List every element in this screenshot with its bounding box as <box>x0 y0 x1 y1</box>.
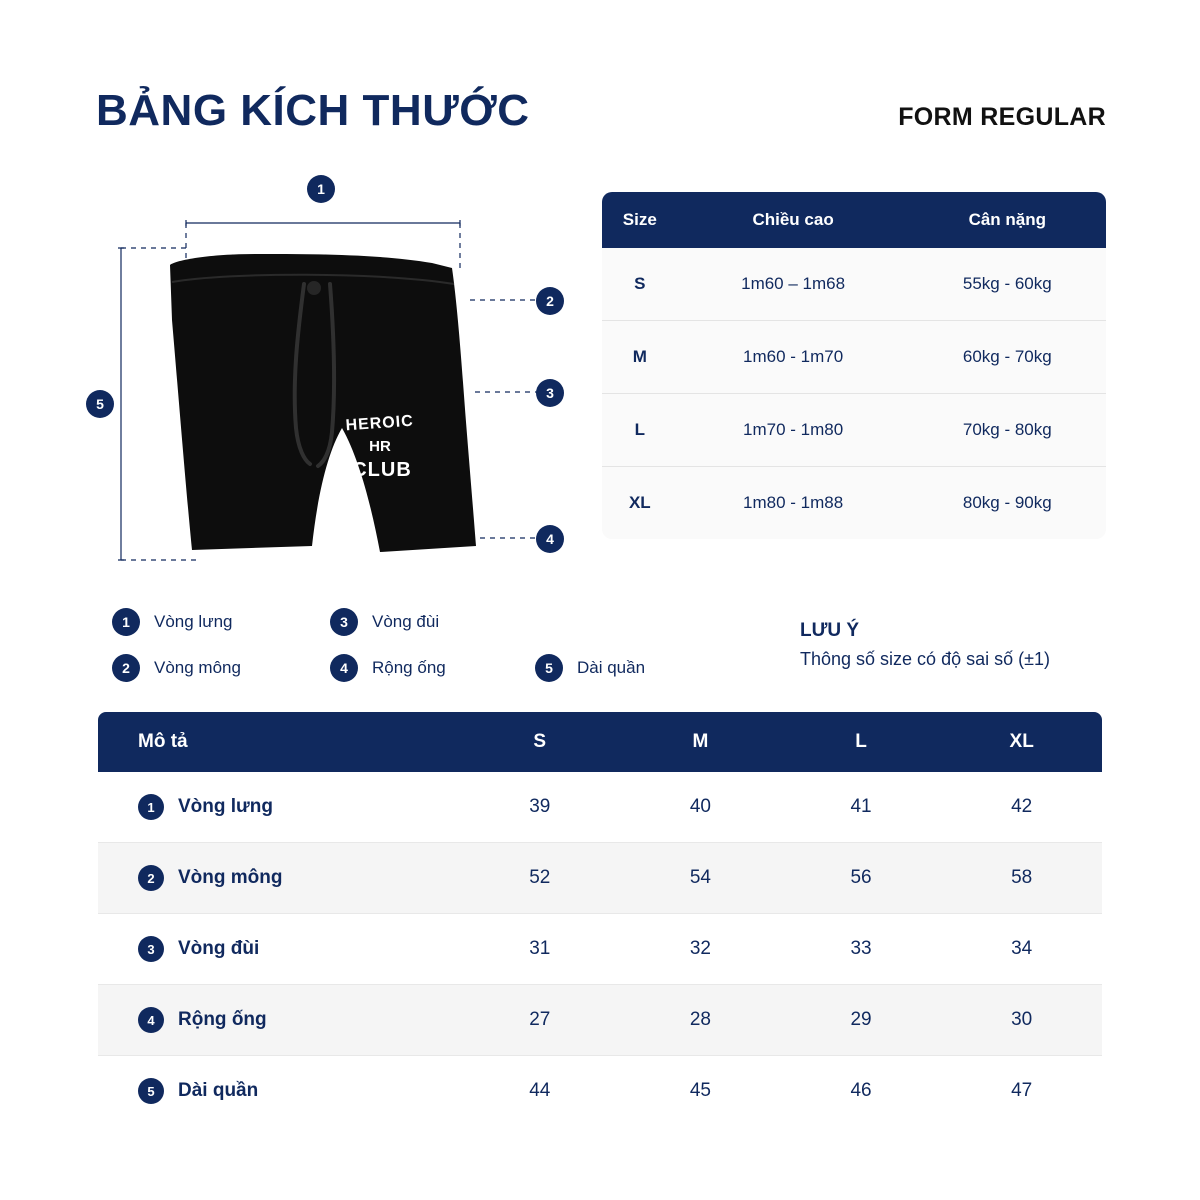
cell-size: M <box>602 321 678 394</box>
note-text: Thông số size có độ sai số (±1) <box>800 649 1050 669</box>
cell-weight: 55kg - 60kg <box>909 248 1106 321</box>
marker-5: 5 <box>86 390 114 418</box>
marker-2: 2 <box>536 287 564 315</box>
legend-number: 1 <box>112 608 140 636</box>
col-s: S <box>459 712 620 772</box>
cell-s: 27 <box>459 985 620 1056</box>
col-description: Mô tả <box>98 712 459 772</box>
svg-text:CLUB: CLUB <box>352 459 412 481</box>
cell-l: 33 <box>781 914 942 985</box>
legend-item-dai-quan <box>535 654 645 682</box>
size-range-table <box>602 192 1106 539</box>
table-header-row <box>602 192 1106 248</box>
cell-description <box>98 772 459 843</box>
garment-diagram <box>80 160 590 600</box>
legend-item-vong-mong <box>112 654 330 682</box>
legend <box>112 608 652 700</box>
table-row <box>602 321 1106 394</box>
cell-l: 41 <box>781 772 942 843</box>
cell-description <box>98 1056 459 1127</box>
marker-1: 1 <box>307 175 335 203</box>
cell-weight: 60kg - 70kg <box>909 321 1106 394</box>
cell-l: 56 <box>781 843 942 914</box>
cell-m: 54 <box>620 843 781 914</box>
row-label: Rộng ống <box>178 1009 267 1030</box>
table-row <box>98 914 1102 985</box>
cell-xl: 47 <box>941 1056 1102 1127</box>
col-weight: Cân nặng <box>909 192 1106 248</box>
note-title: LƯU Ý <box>800 620 860 641</box>
cell-s: 31 <box>459 914 620 985</box>
legend-label: Rộng ống <box>372 658 446 677</box>
legend-row <box>112 654 652 682</box>
legend-item-vong-lung <box>112 608 330 636</box>
marker-4: 4 <box>536 525 564 553</box>
legend-number: 2 <box>112 654 140 682</box>
table-row <box>98 985 1102 1056</box>
page-title: BẢNG KÍCH THƯỚC <box>96 86 530 135</box>
cell-s: 39 <box>459 772 620 843</box>
legend-row <box>112 608 652 636</box>
measurement-table <box>98 712 1102 1126</box>
cell-xl: 30 <box>941 985 1102 1056</box>
note-block <box>800 620 1130 670</box>
table-row <box>602 248 1106 321</box>
row-label: Dài quần <box>178 1080 259 1101</box>
form-label: FORM REGULAR <box>898 103 1106 131</box>
cell-height: 1m60 - 1m70 <box>678 321 909 394</box>
table-header-row <box>98 712 1102 772</box>
legend-number: 4 <box>330 654 358 682</box>
cell-size: L <box>602 394 678 467</box>
table-row <box>98 843 1102 914</box>
row-number: 3 <box>138 936 164 962</box>
row-number: 1 <box>138 794 164 820</box>
legend-label: Vòng lưng <box>154 612 233 631</box>
cell-weight: 70kg - 80kg <box>909 394 1106 467</box>
legend-label: Vòng đùi <box>372 612 440 631</box>
table-row <box>98 1056 1102 1127</box>
legend-item-vong-dui <box>330 608 535 636</box>
marker-3: 3 <box>536 379 564 407</box>
cell-height: 1m60 – 1m68 <box>678 248 909 321</box>
row-label: Vòng mông <box>178 867 283 888</box>
cell-weight: 80kg - 90kg <box>909 467 1106 540</box>
legend-number: 5 <box>535 654 563 682</box>
col-xl: XL <box>941 712 1102 772</box>
cell-m: 32 <box>620 914 781 985</box>
cell-m: 28 <box>620 985 781 1056</box>
table-row <box>602 467 1106 540</box>
cell-height: 1m70 - 1m80 <box>678 394 909 467</box>
table-row <box>602 394 1106 467</box>
cell-m: 40 <box>620 772 781 843</box>
row-number: 2 <box>138 865 164 891</box>
row-label: Vòng đùi <box>178 938 260 959</box>
cell-xl: 42 <box>941 772 1102 843</box>
header <box>96 86 1106 136</box>
cell-l: 29 <box>781 985 942 1056</box>
cell-description <box>98 843 459 914</box>
cell-s: 52 <box>459 843 620 914</box>
col-m: M <box>620 712 781 772</box>
cell-size: XL <box>602 467 678 540</box>
shorts-shape <box>170 254 476 552</box>
legend-item-rong-ong <box>330 654 535 682</box>
cell-size: S <box>602 248 678 321</box>
svg-text:HR: HR <box>369 438 391 455</box>
legend-number: 3 <box>330 608 358 636</box>
cell-s: 44 <box>459 1056 620 1127</box>
col-size: Size <box>602 192 678 248</box>
table-row <box>98 772 1102 843</box>
cell-l: 46 <box>781 1056 942 1127</box>
legend-label: Vòng mông <box>154 658 241 677</box>
cell-description <box>98 914 459 985</box>
cell-m: 45 <box>620 1056 781 1127</box>
row-number: 5 <box>138 1078 164 1104</box>
legend-label: Dài quần <box>577 658 646 677</box>
col-l: L <box>781 712 942 772</box>
cell-xl: 58 <box>941 843 1102 914</box>
row-number: 4 <box>138 1007 164 1033</box>
row-label: Vòng lưng <box>178 796 274 817</box>
cell-description <box>98 985 459 1056</box>
svg-text:HEROIC: HEROIC <box>345 412 415 435</box>
cell-xl: 34 <box>941 914 1102 985</box>
cell-height: 1m80 - 1m88 <box>678 467 909 540</box>
col-height: Chiều cao <box>678 192 909 248</box>
shorts-illustration <box>80 160 590 600</box>
